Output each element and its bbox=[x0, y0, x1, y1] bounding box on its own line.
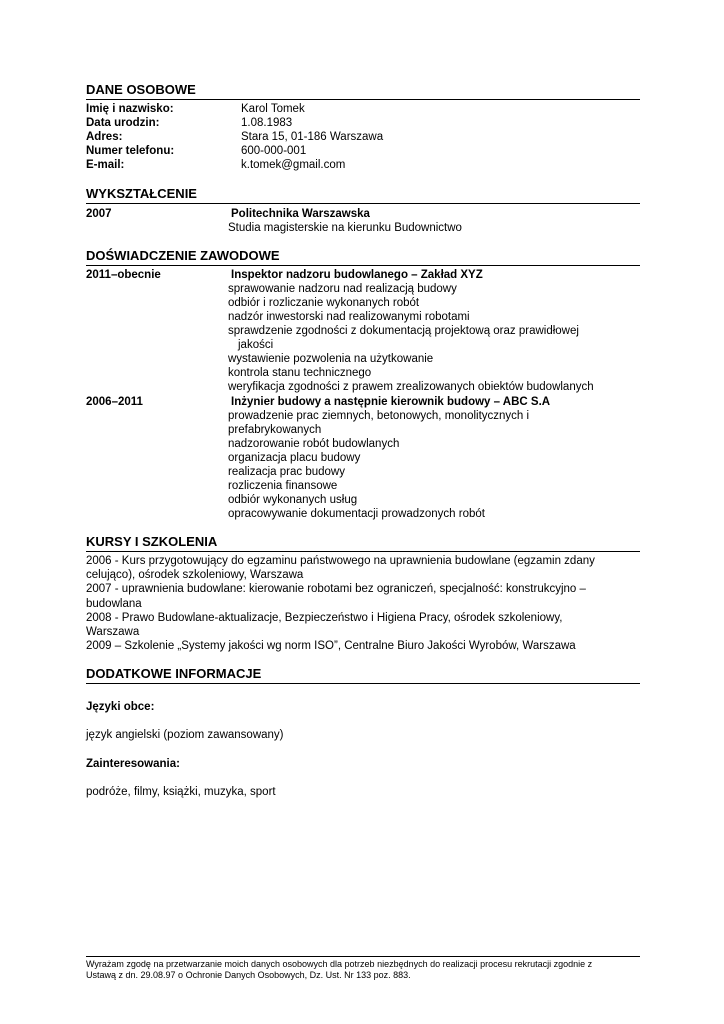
education-date: 2007 bbox=[86, 208, 112, 220]
course-line: budowlana bbox=[86, 597, 142, 610]
personal-label: Adres: bbox=[86, 131, 123, 143]
personal-value: Stara 15, 01-186 Warszawa bbox=[241, 131, 384, 143]
job-date: 2011–obecnie bbox=[86, 269, 161, 281]
job-duty: sprawdzenie zgodności z dokumentacją projektową oraz prawidłowej bbox=[228, 325, 579, 337]
course-line: Warszawa bbox=[86, 626, 140, 639]
personal-email: k.tomek@gmail.com bbox=[241, 159, 346, 171]
personal-label: Data urodzin: bbox=[86, 117, 160, 129]
job-duty: odbiór i rozliczanie wykonanych robót bbox=[228, 297, 420, 309]
consent-line: Wyrażam zgodę na przetwarzanie moich danych osobowych dla potrzeb niezbędnych do realizacji procesu rekrutacji zgodnie z bbox=[86, 959, 593, 969]
job-duty: prowadzenie prac ziemnych, betonowych, monolitycznych i bbox=[228, 410, 530, 422]
education-school: Politechnika Warszawska bbox=[231, 208, 370, 220]
personal-value: 600-000-001 bbox=[241, 145, 307, 157]
languages-value: język angielski (poziom zawansowany) bbox=[86, 729, 284, 741]
section-title-additional: DODATKOWE INFORMACJE bbox=[86, 666, 640, 684]
section-title-courses: KURSY I SZKOLENIA bbox=[86, 534, 640, 552]
job-duty: jakości bbox=[238, 339, 274, 351]
job-date: 2006–2011 bbox=[86, 396, 143, 408]
job-duty: sprawowanie nadzoru nad realizacją budowy bbox=[228, 283, 457, 295]
consent-clause bbox=[86, 956, 640, 981]
section-title-education: WYKSZTAŁCENIE bbox=[86, 186, 640, 204]
course-line: 2006 - Kurs przygotowujący do egzaminu państwowego na uprawnienia budowlane (egzamin zdany bbox=[86, 555, 595, 567]
job-position: Inżynier budowy a następnie kierownik budowy – ABC S.A bbox=[231, 396, 551, 408]
job-duty: wystawienie pozwolenia na użytkowanie bbox=[228, 353, 434, 365]
personal-label: Imię i nazwisko: bbox=[86, 103, 174, 115]
courses-list bbox=[86, 554, 636, 653]
education-detail: Studia magisterskie na kierunku Budownictwo bbox=[228, 222, 462, 234]
job-duty: prefabrykowanych bbox=[228, 424, 322, 436]
job-duty: odbiór wykonanych usług bbox=[228, 494, 358, 506]
section-title-personal: DANE OSOBOWE bbox=[86, 82, 640, 100]
interests-label: Zainteresowania: bbox=[86, 758, 180, 770]
personal-value: 1.08.1983 bbox=[241, 117, 293, 129]
job-duty: rozliczenia finansowe bbox=[228, 480, 338, 492]
job-duty: kontrola stanu technicznego bbox=[228, 367, 372, 379]
personal-label: Numer telefonu: bbox=[86, 145, 175, 157]
interests-value: podróże, filmy, książki, muzyka, sport bbox=[86, 786, 276, 798]
course-line: 2007 - uprawnienia budowlane: kierowanie robotami bez ograniczeń, specjalność: konstrukcyjno – bbox=[86, 583, 586, 596]
course-line: 2008 - Prawo Budowlane-aktualizacje, Bezpieczeństwo i Higiena Pracy, ośrodek szkoleniowy, bbox=[86, 611, 563, 624]
languages-label: Języki obce: bbox=[86, 701, 155, 713]
job-duty: nadzorowanie robót budowlanych bbox=[228, 438, 400, 450]
job-duty: weryfikacja zgodności z prawem zrealizowanych obiektów budowlanych bbox=[228, 381, 594, 393]
course-line: 2009 – Szkolenie „Systemy jakości wg norm ISO”, Centralne Biuro Jakości Wyrobów, Warszawa bbox=[86, 640, 576, 653]
consent-line: Ustawą z dn. 29.08.97 o Ochronie Danych Osobowych, Dz. Ust. Nr 133 poz. 883. bbox=[86, 970, 411, 980]
personal-value: Karol Tomek bbox=[241, 103, 305, 115]
job-duty: nadzór inwestorski nad realizowanymi robotami bbox=[228, 311, 470, 323]
job-position: Inspektor nadzoru budowlanego – Zakład XYZ bbox=[231, 269, 483, 281]
section-title-experience: DOŚWIADCZENIE ZAWODOWE bbox=[86, 248, 640, 266]
job-duty: opracowywanie dokumentacji prowadzonych robót bbox=[228, 508, 485, 520]
personal-label: E-mail: bbox=[86, 159, 125, 171]
job-duty: organizacja placu budowy bbox=[228, 452, 361, 464]
course-line: celująco), ośrodek szkoleniowy, Warszawa bbox=[86, 569, 304, 582]
job-duty: realizacja prac budowy bbox=[228, 466, 345, 478]
